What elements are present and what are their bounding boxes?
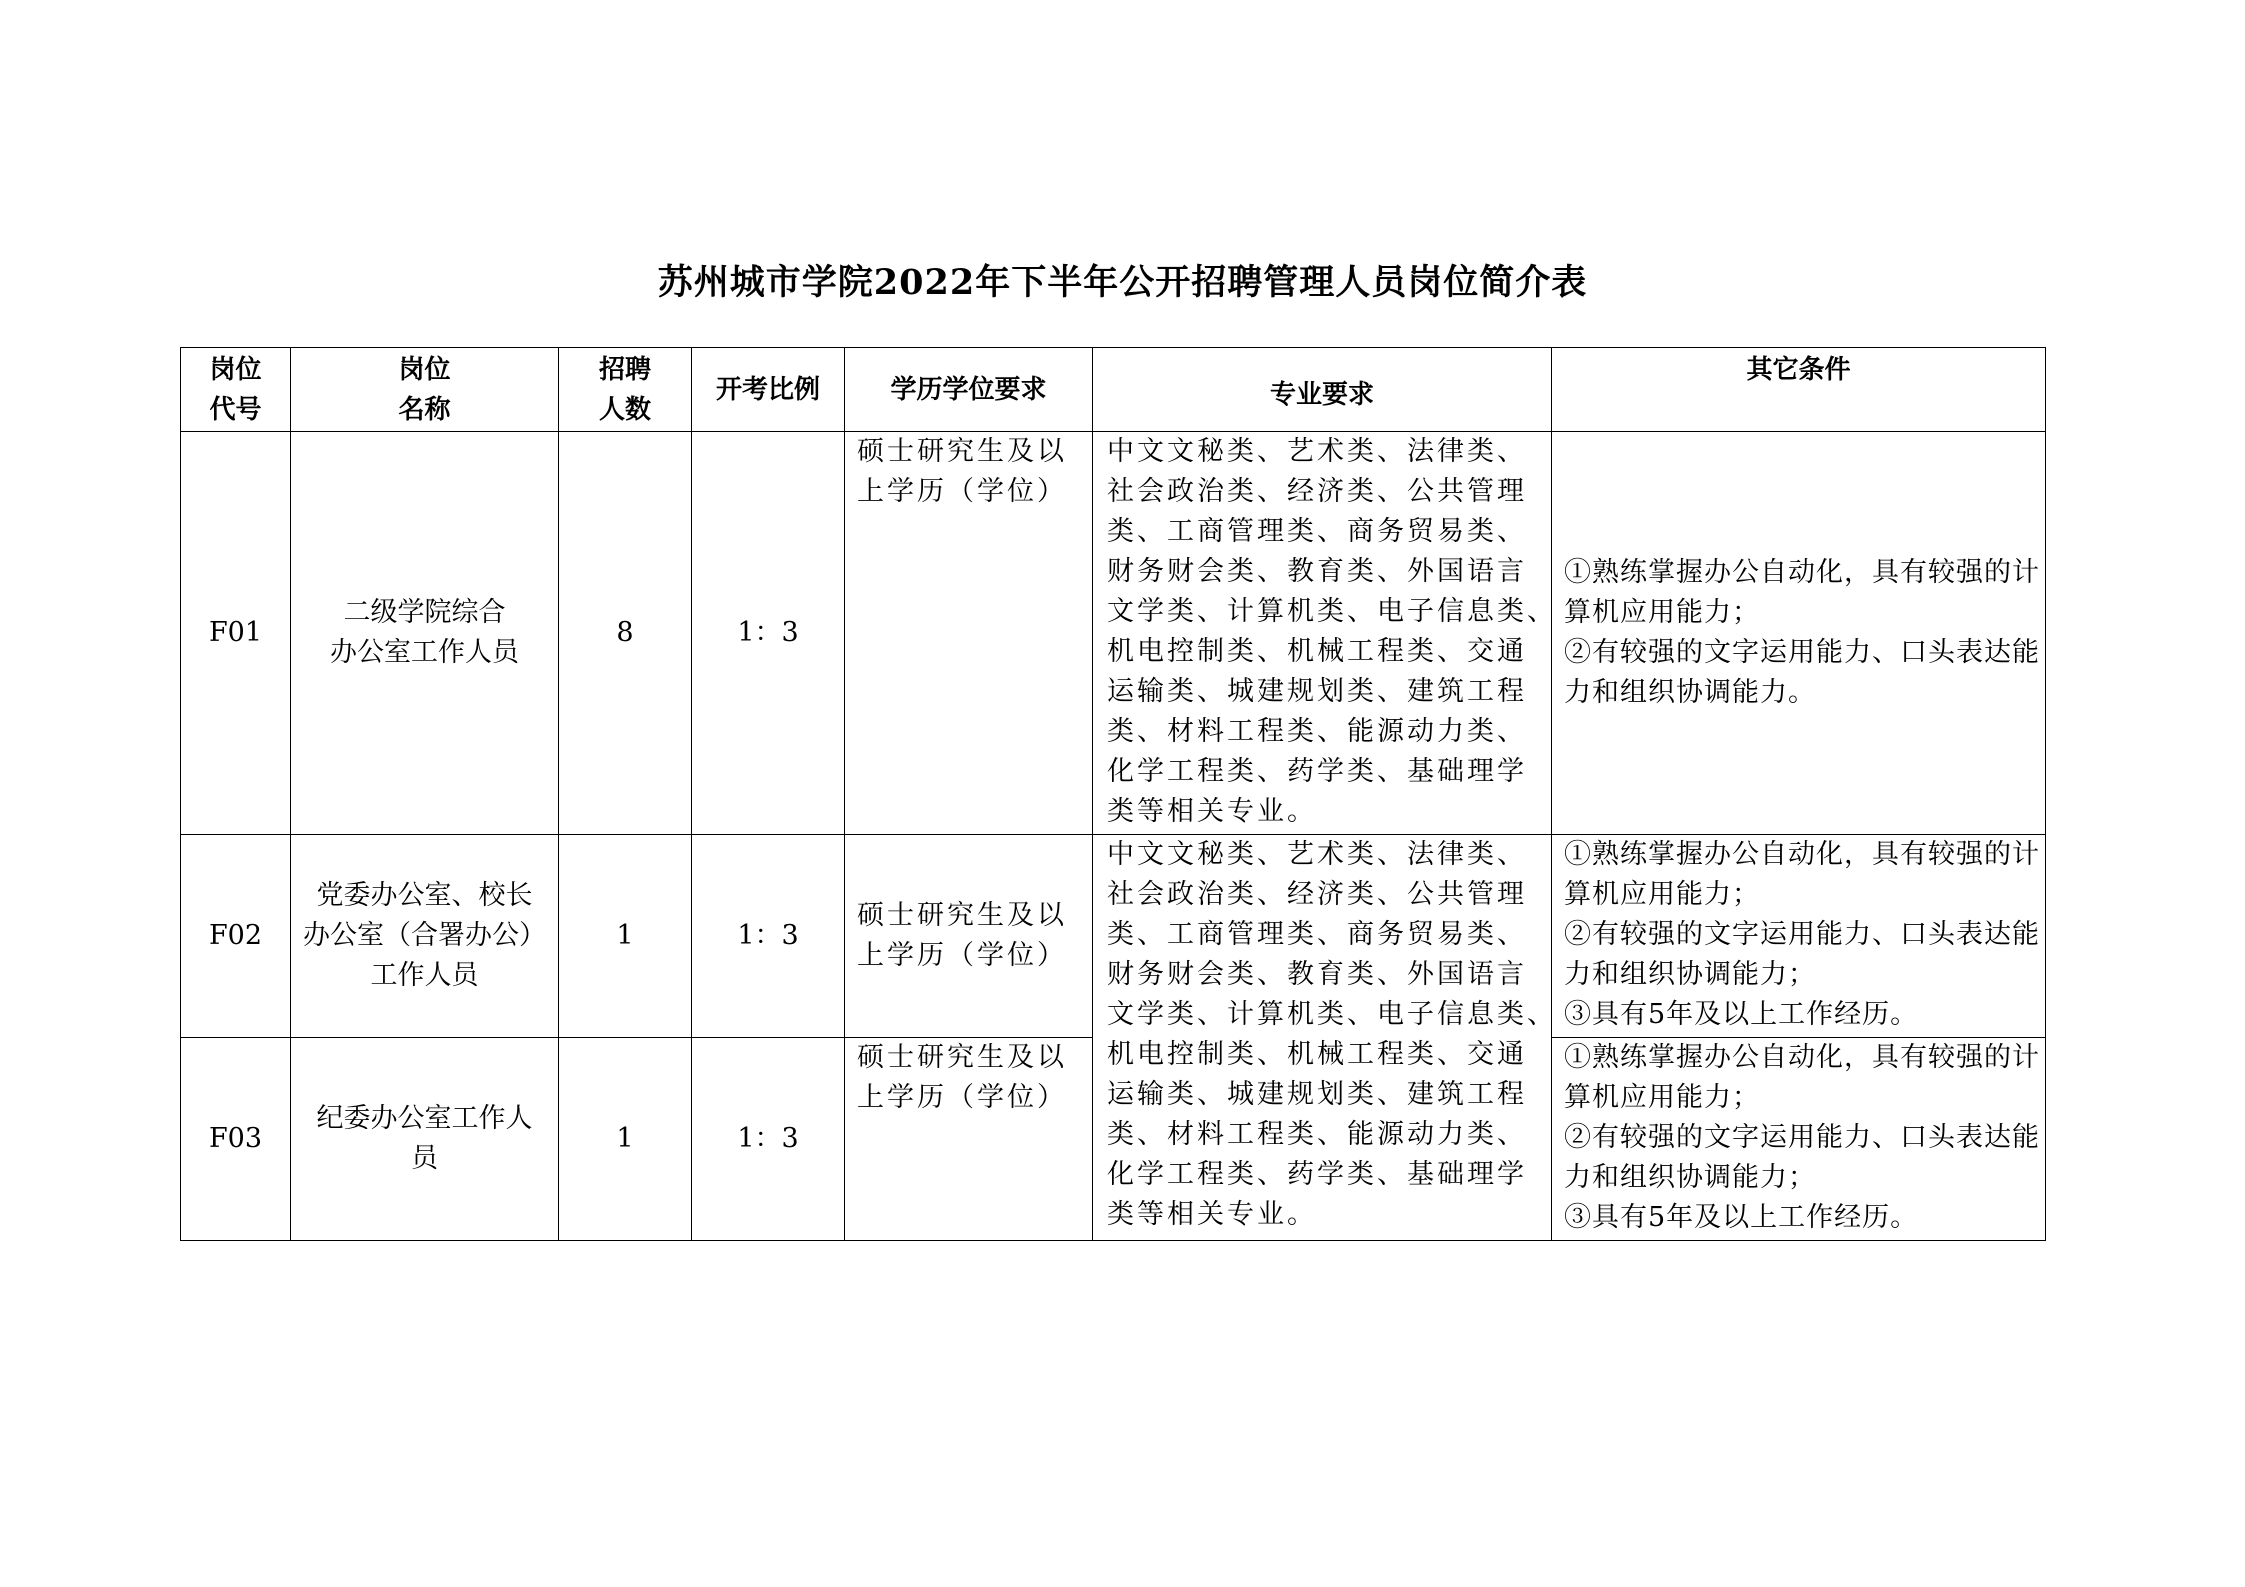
header-count: 招聘 人数 [559,348,692,432]
header-education: 学历学位要求 [845,348,1093,432]
education-requirement: 硕士研究生及以 上学历（学位） [845,1038,1093,1241]
header-major: 专业要求 [1093,348,1552,432]
recruit-count: 1 [559,835,692,1038]
header-other: 其它条件 [1552,348,2046,432]
job-table [180,347,2046,1241]
position-name: 二级学院综合 办公室工作人员 [291,432,559,835]
header-code: 岗位 代号 [181,348,291,432]
education-requirement: 硕士研究生及以 上学历（学位） [845,432,1093,835]
page-title: 苏州城市学院2022年下半年公开招聘管理人员岗位简介表 [657,262,1588,303]
education-requirement: 硕士研究生及以 上学历（学位） [845,835,1093,1038]
other-conditions: ①熟练掌握办公自动化，具有较强的计 算机应用能力； ②有较强的文字运用能力、口头表达能 力和组织协调能力。 [1552,432,2046,835]
major-requirement: 中文文秘类、艺术类、法律类、 社会政治类、经济类、公共管理 类、工商管理类、商务贸易类、 财务财会类、教育类、外国语言 文学类、计算机类、电子信息类、 机电控制类、机械工程类、交通 运输类、城建规划类、建筑工程 类、材料工程类、能源动力类、 化学工程类、药学类、基础理学 类等相关专业。 [1093,835,1552,1241]
position-code: F01 [181,432,291,835]
recruit-count: 1 [559,1038,692,1241]
other-conditions: ①熟练掌握办公自动化，具有较强的计 算机应用能力； ②有较强的文字运用能力、口头表达能 力和组织协调能力； ③具有5年及以上工作经历。 [1552,1038,2046,1241]
exam-ratio: 1：3 [692,835,845,1038]
major-requirement: 中文文秘类、艺术类、法律类、 社会政治类、经济类、公共管理 类、工商管理类、商务贸易类、 财务财会类、教育类、外国语言 文学类、计算机类、电子信息类、 机电控制类、机械工程类、交通 运输类、城建规划类、建筑工程 类、材料工程类、能源动力类、 化学工程类、药学类、基础理学 类等相关专业。 [1093,432,1552,835]
table-row [181,835,2046,1038]
position-name: 党委办公室、校长 办公室（合署办公） 工作人员 [291,835,559,1038]
position-code: F03 [181,1038,291,1241]
other-conditions: ①熟练掌握办公自动化，具有较强的计 算机应用能力； ②有较强的文字运用能力、口头表达能 力和组织协调能力； ③具有5年及以上工作经历。 [1552,835,2046,1038]
table-row [181,432,2046,835]
header-name: 岗位 名称 [291,348,559,432]
exam-ratio: 1：3 [692,432,845,835]
position-name: 纪委办公室工作人 员 [291,1038,559,1241]
header-ratio: 开考比例 [692,348,845,432]
recruit-count: 8 [559,432,692,835]
table-header-row [181,348,2046,432]
position-code: F02 [181,835,291,1038]
exam-ratio: 1：3 [692,1038,845,1241]
